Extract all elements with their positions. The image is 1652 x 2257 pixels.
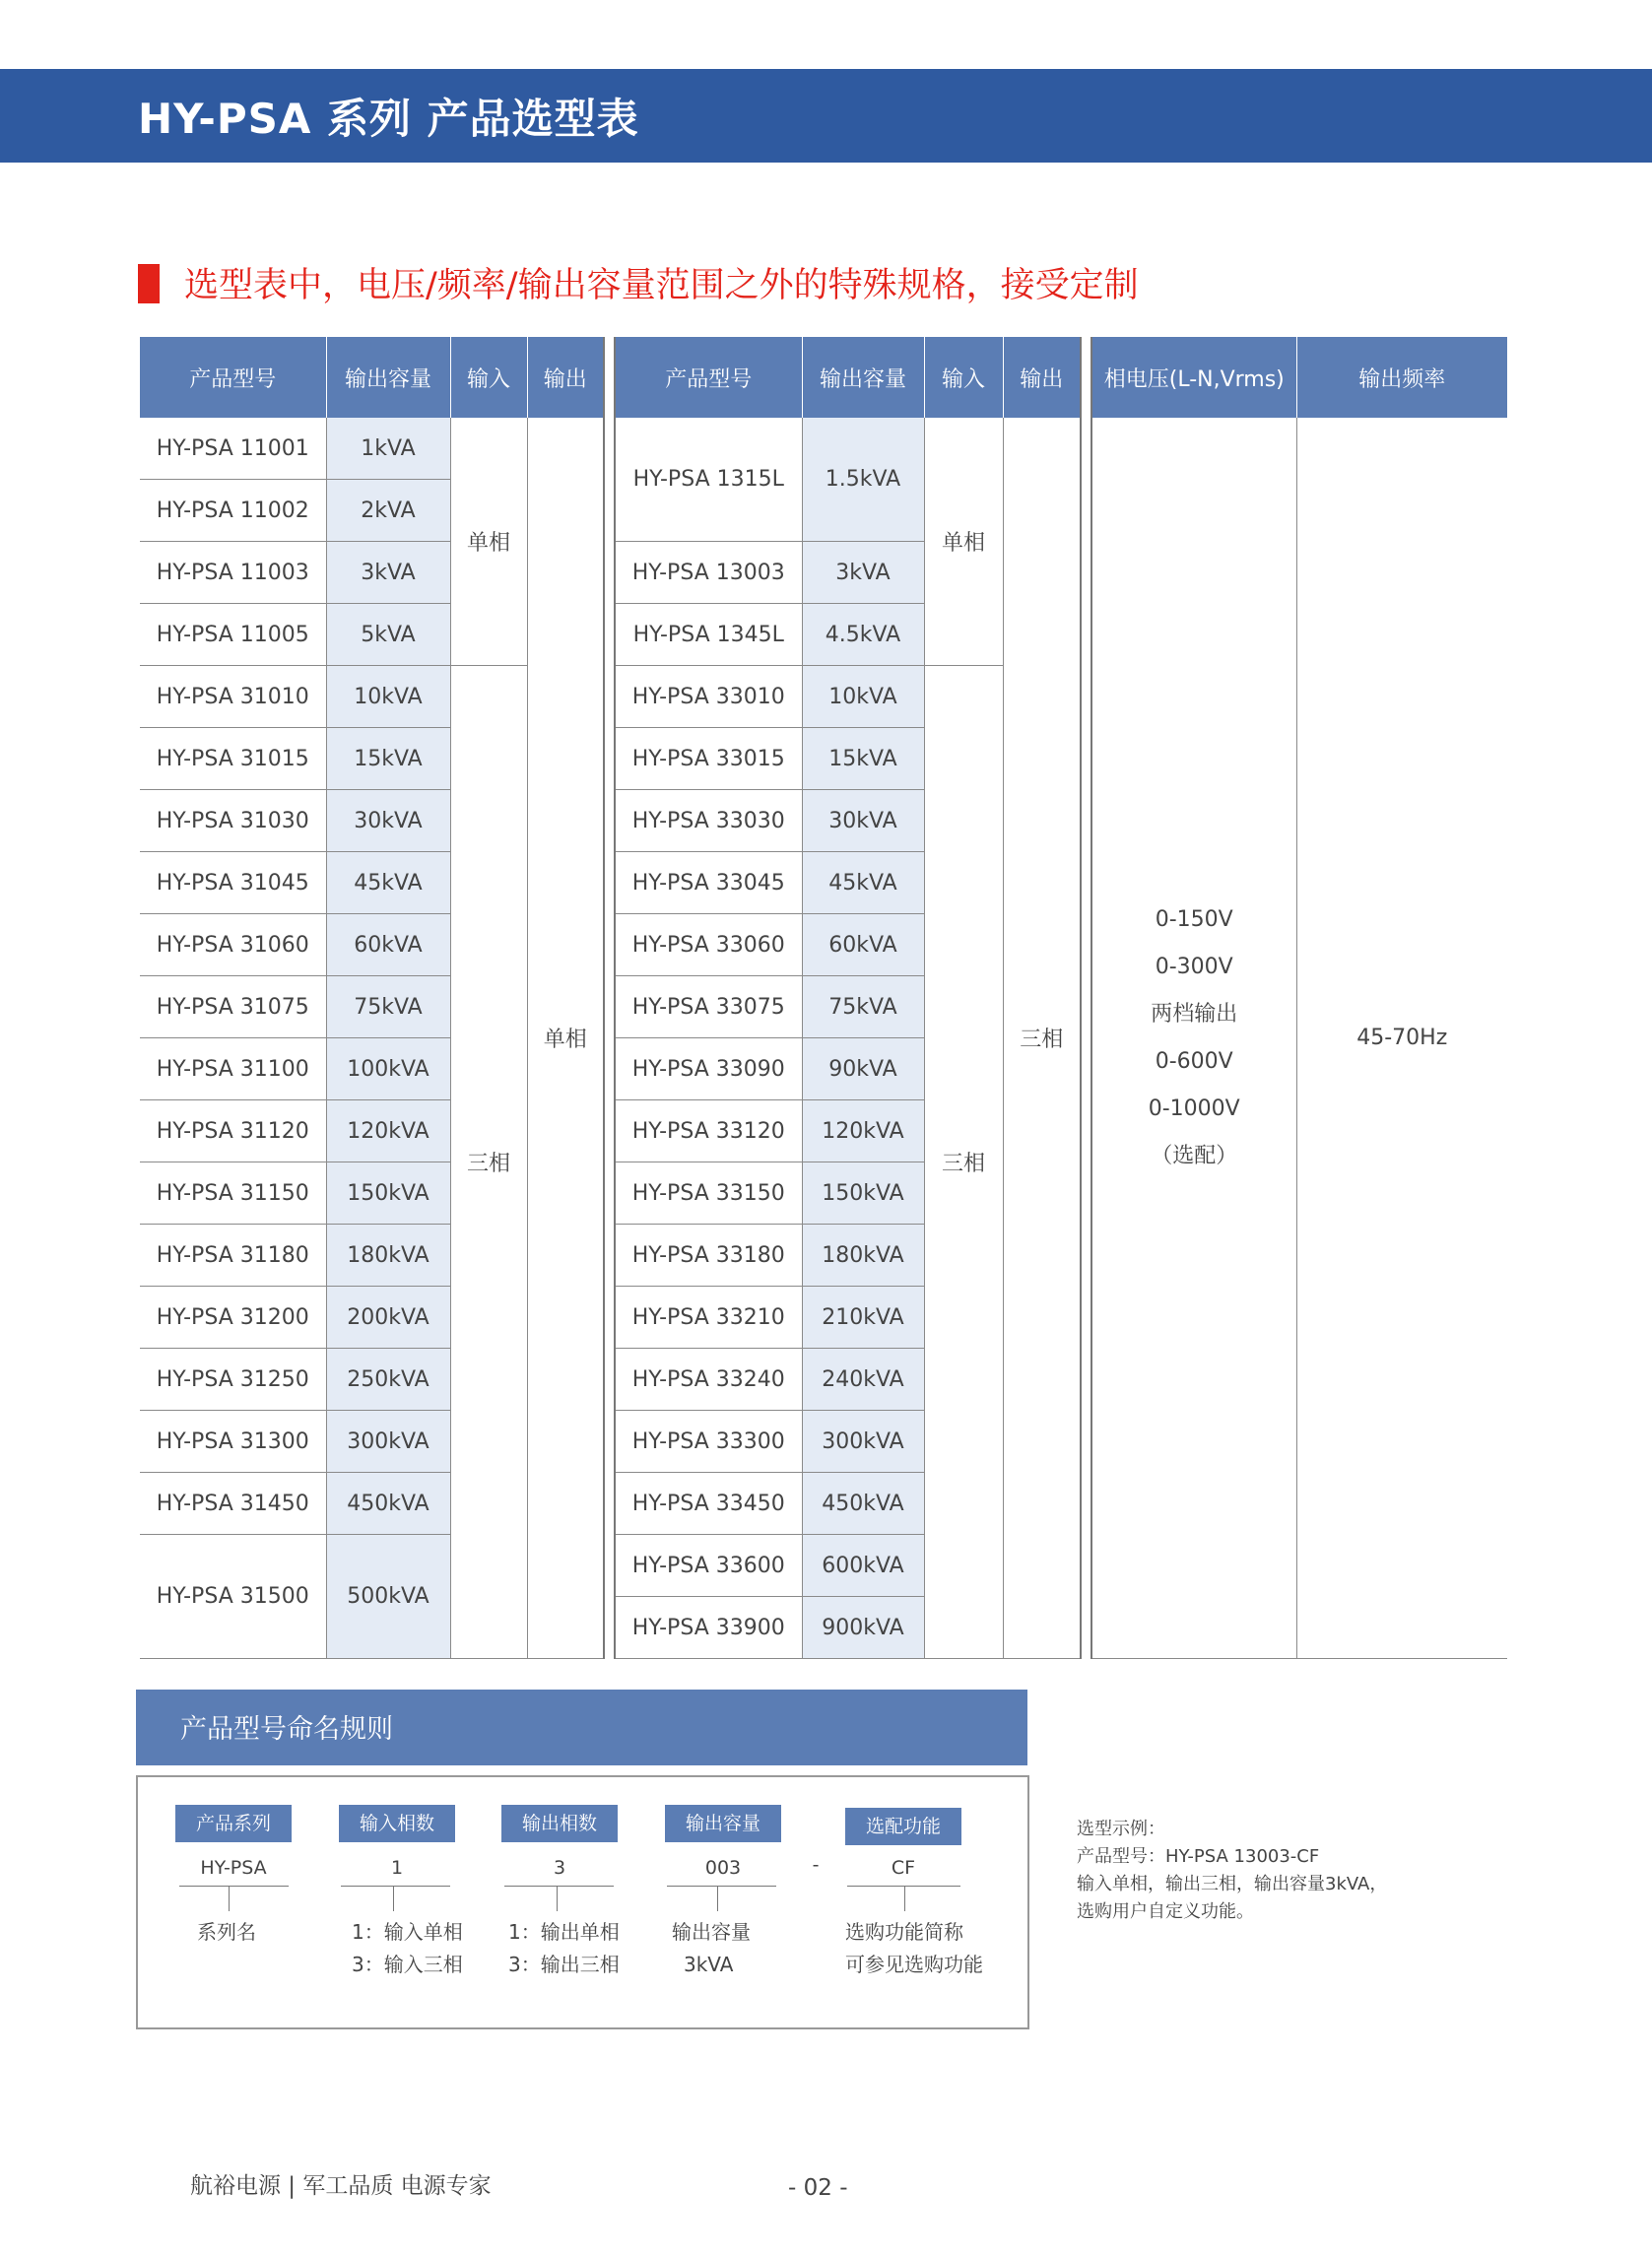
- capacity-cell: 5kVA: [326, 604, 450, 666]
- model-cell: HY-PSA 11003: [140, 542, 326, 604]
- model-cell: HY-PSA 1345L: [615, 604, 802, 666]
- column-divider: [1081, 337, 1091, 418]
- model-cell: HY-PSA 31045: [140, 852, 326, 914]
- model-cell: HY-PSA 33045: [615, 852, 802, 914]
- model-cell: HY-PSA 33030: [615, 790, 802, 852]
- capacity-cell: 450kVA: [802, 1473, 924, 1535]
- capacity-cell: 450kVA: [326, 1473, 450, 1535]
- voltage-option: （选配）: [1151, 1143, 1238, 1168]
- capacity-cell: 60kVA: [802, 914, 924, 976]
- output-phase-cell: 单相: [527, 418, 604, 1659]
- model-cell: HY-PSA 33600: [615, 1535, 802, 1597]
- input-phase-cell: 三相: [450, 666, 527, 1659]
- underline: [504, 1886, 614, 1887]
- col-header-output: 输出: [527, 337, 604, 418]
- capacity-cell: 90kVA: [802, 1038, 924, 1100]
- voltage-cell: [1091, 418, 1296, 1659]
- page-title: HY-PSA 系列 产品选型表: [138, 95, 639, 143]
- model-cell: HY-PSA 31450: [140, 1473, 326, 1535]
- capacity-cell: 300kVA: [802, 1411, 924, 1473]
- tag-option: 选配功能: [845, 1808, 961, 1845]
- value-input-phase: 1: [390, 1857, 404, 1879]
- voltage-option: 0-300V: [1155, 954, 1233, 979]
- capacity-cell: 100kVA: [326, 1038, 450, 1100]
- col-header-frequency: 输出频率: [1296, 337, 1507, 418]
- underline: [341, 1886, 450, 1887]
- table-header-row: [140, 337, 1507, 418]
- input-phase-cell: 单相: [450, 418, 527, 666]
- model-cell: HY-PSA 33210: [615, 1287, 802, 1349]
- capacity-cell: 250kVA: [326, 1349, 450, 1411]
- col-header-model: 产品型号: [140, 337, 326, 418]
- value-capacity: 003: [704, 1857, 742, 1879]
- model-cell: HY-PSA 31030: [140, 790, 326, 852]
- model-cell: HY-PSA 1315L: [615, 418, 802, 542]
- capacity-cell: 15kVA: [326, 728, 450, 790]
- capacity-cell: 1.5kVA: [802, 418, 924, 542]
- voltage-option: 0-1000V: [1148, 1095, 1240, 1121]
- col-header-capacity: 输出容量: [326, 337, 450, 418]
- connector-tick: [904, 1886, 905, 1911]
- capacity-cell: 15kVA: [802, 728, 924, 790]
- connector-tick: [557, 1886, 558, 1911]
- model-cell: HY-PSA 11002: [140, 480, 326, 542]
- frequency-cell: 45-70Hz: [1296, 418, 1507, 1659]
- model-cell: HY-PSA 31200: [140, 1287, 326, 1349]
- tag-capacity: 输出容量: [665, 1805, 781, 1842]
- desc-capacity: 输出容量 3kVA: [672, 1920, 751, 1976]
- capacity-cell: 60kVA: [326, 914, 450, 976]
- voltage-option: 0-150V: [1155, 906, 1233, 932]
- table-row: [140, 418, 1507, 480]
- model-cell: HY-PSA 33090: [615, 1038, 802, 1100]
- selection-example: 选型示例： 产品型号：HY-PSA 13003-CF 输入单相，输出三相，输出容量3kVA， 选购用户自定义功能。: [1077, 1819, 1388, 1922]
- page-number: - 02 -: [788, 2175, 848, 2201]
- model-cell: HY-PSA 33300: [615, 1411, 802, 1473]
- capacity-cell: 120kVA: [802, 1100, 924, 1162]
- capacity-cell: 200kVA: [326, 1287, 450, 1349]
- naming-rules-title: 产品型号命名规则: [180, 1714, 393, 1745]
- col-header-voltage: 相电压(L-N,Vrms): [1091, 337, 1296, 418]
- model-cell: HY-PSA 33010: [615, 666, 802, 728]
- voltage-option: 0-600V: [1155, 1048, 1233, 1074]
- value-output-phase: 3: [553, 1857, 566, 1879]
- value-option: CF: [891, 1857, 916, 1879]
- capacity-cell: 1kVA: [326, 418, 450, 480]
- capacity-cell: 45kVA: [802, 852, 924, 914]
- model-cell: HY-PSA 33240: [615, 1349, 802, 1411]
- model-cell: HY-PSA 31075: [140, 976, 326, 1038]
- dash-separator: -: [812, 1854, 820, 1876]
- voltage-option: 两档输出: [1151, 1001, 1238, 1027]
- capacity-cell: 150kVA: [326, 1162, 450, 1225]
- model-cell: HY-PSA 33015: [615, 728, 802, 790]
- column-divider: [1081, 418, 1091, 1659]
- connector-tick: [229, 1886, 230, 1911]
- model-cell: HY-PSA 31060: [140, 914, 326, 976]
- model-cell: HY-PSA 31180: [140, 1225, 326, 1287]
- model-cell: HY-PSA 31250: [140, 1349, 326, 1411]
- model-cell: HY-PSA 33075: [615, 976, 802, 1038]
- capacity-cell: 30kVA: [326, 790, 450, 852]
- desc-option: 选购功能简称 可参见选购功能: [845, 1920, 983, 1976]
- desc-output-phase: 1：输出单相 3：输出三相: [508, 1920, 620, 1976]
- col-header-input: 输入: [450, 337, 527, 418]
- col-header-capacity: 输出容量: [802, 337, 924, 418]
- col-header-input: 输入: [924, 337, 1003, 418]
- model-cell: HY-PSA 31120: [140, 1100, 326, 1162]
- capacity-cell: 45kVA: [326, 852, 450, 914]
- col-header-output: 输出: [1003, 337, 1081, 418]
- capacity-cell: 3kVA: [802, 542, 924, 604]
- capacity-cell: 240kVA: [802, 1349, 924, 1411]
- capacity-cell: 2kVA: [326, 480, 450, 542]
- footer-brand: 航裕电源 | 军工品质 电源专家: [190, 2173, 492, 2199]
- capacity-cell: 75kVA: [802, 976, 924, 1038]
- model-cell: HY-PSA 11005: [140, 604, 326, 666]
- capacity-cell: 150kVA: [802, 1162, 924, 1225]
- capacity-cell: 30kVA: [802, 790, 924, 852]
- capacity-cell: 180kVA: [326, 1225, 450, 1287]
- capacity-cell: 75kVA: [326, 976, 450, 1038]
- model-cell: HY-PSA 31015: [140, 728, 326, 790]
- capacity-cell: 10kVA: [802, 666, 924, 728]
- output-phase-cell: 三相: [1003, 418, 1081, 1659]
- capacity-cell: 300kVA: [326, 1411, 450, 1473]
- model-cell: HY-PSA 33120: [615, 1100, 802, 1162]
- capacity-cell: 4.5kVA: [802, 604, 924, 666]
- capacity-cell: 210kVA: [802, 1287, 924, 1349]
- model-cell: HY-PSA 33150: [615, 1162, 802, 1225]
- tag-input-phase: 输入相数: [339, 1805, 455, 1842]
- connector-tick: [717, 1886, 718, 1911]
- connector-tick: [393, 1886, 394, 1911]
- input-phase-cell: 单相: [924, 418, 1003, 666]
- model-cell: HY-PSA 33450: [615, 1473, 802, 1535]
- desc-input-phase: 1：输入单相 3：输入三相: [352, 1920, 463, 1976]
- model-cell: HY-PSA 31500: [140, 1535, 326, 1659]
- model-cell: HY-PSA 31300: [140, 1411, 326, 1473]
- capacity-cell: 3kVA: [326, 542, 450, 604]
- model-cell: HY-PSA 33060: [615, 914, 802, 976]
- capacity-cell: 180kVA: [802, 1225, 924, 1287]
- selection-table: [140, 337, 1507, 1659]
- col-header-model: 产品型号: [615, 337, 802, 418]
- input-phase-cell: 三相: [924, 666, 1003, 1659]
- tag-output-phase: 输出相数: [501, 1805, 618, 1842]
- notice-marker: [138, 264, 160, 303]
- model-cell: HY-PSA 13003: [615, 542, 802, 604]
- underline: [667, 1886, 776, 1887]
- model-cell: HY-PSA 11001: [140, 418, 326, 480]
- model-cell: HY-PSA 33900: [615, 1597, 802, 1659]
- model-cell: HY-PSA 33180: [615, 1225, 802, 1287]
- column-divider: [604, 337, 615, 418]
- capacity-cell: 900kVA: [802, 1597, 924, 1659]
- value-series: HY-PSA: [200, 1857, 267, 1879]
- custom-spec-notice: 选型表中，电压/频率/输出容量范围之外的特殊规格，接受定制: [184, 266, 1139, 305]
- tag-series: 产品系列: [175, 1805, 292, 1842]
- column-divider: [604, 418, 615, 1659]
- underline: [179, 1886, 289, 1887]
- model-cell: HY-PSA 31100: [140, 1038, 326, 1100]
- capacity-cell: 120kVA: [326, 1100, 450, 1162]
- desc-series: 系列名: [197, 1920, 256, 1944]
- capacity-cell: 10kVA: [326, 666, 450, 728]
- capacity-cell: 600kVA: [802, 1535, 924, 1597]
- capacity-cell: 500kVA: [326, 1535, 450, 1659]
- model-cell: HY-PSA 31150: [140, 1162, 326, 1225]
- model-cell: HY-PSA 31010: [140, 666, 326, 728]
